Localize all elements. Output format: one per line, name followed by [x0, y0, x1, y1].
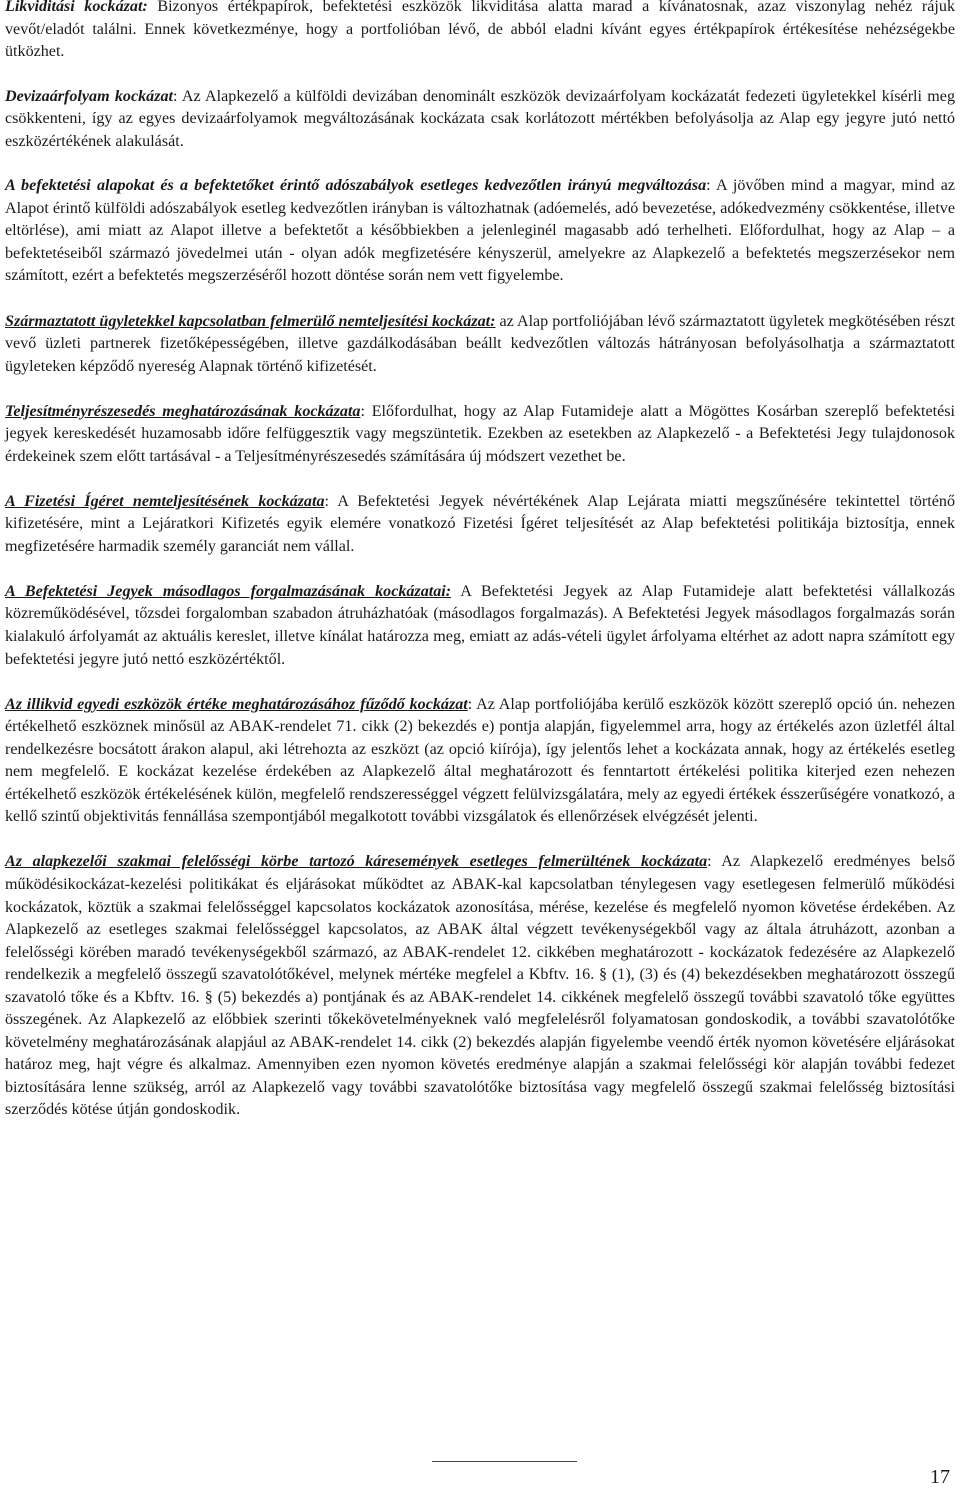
paragraph-heading: Devizaárfolyam kockázat [5, 87, 173, 105]
paragraph-text: : A Befektetési Jegyek névértékének Alap Lejárata miatti megszűnésére tekintettel történő kifizetésére, mint a Lejáratkori Kifizetés egyik elemére vonatkozó Fizetési Ígéret teljesítését az Alap befektetési politikája biztosítja, ennek megfizetésére harmadik személy garanciát nem vállal. [5, 492, 955, 555]
paragraph-text: : Előfordulhat, hogy az Alap Futamideje alatt a Mögöttes Kosárban szereplő befektetési jegyek kereskedését huzamosabb időre felfüggesztik vagy megszüntetik. Ezekben az esetekben az Alapkezelő - a Befektetési Jegy tulajdonosok érdekeinek szem előtt tartásával - a Teljesítményrészesedés számítására új módszert vezethet be. [5, 402, 955, 465]
paragraph-text: : A jövőben mind a magyar, mind az Alapot érintő külföldi adószabályok esetleg kedvezőtlen irányban is változhatnak (adóemelés, adó bevezetése, adókedvezmény csökkentése, illetve eltörlése), ami miatt az Alapot illetve a befektetőt a későbbiekben a jelenleginél magasabb adó terhelheti. Előfordulhat, hogy az Alap – a befektetéseiből származó jövedelmei után - olyan adók megfizetésére kényszerül, amelyekre az Alapkezelő a befektetés megszerzésekor nem számított, ezért a befektetés megszerzéséről hozott döntése során nem vett figyelembe. [5, 177, 955, 285]
paragraph-text: A Befektetési Jegyek az Alap Futamideje alatt befektetési vállalkozás közreműködésével, tőzsdei forgalomban szabadon átruházhatóak (másodlagos forgalmazás). A Befektetési Jegyek másodlagos forgalmazás során kialakuló árfolyamát az aktuális kereslet, illetve kínálat határozza meg, emiatt az adás-vételi ügylet árfolyama eltérhet az adott napra számított egy befektetési jegyre jutó nettó eszközértéktől. [5, 582, 955, 668]
paragraph-masodlagos-forgalmazas [5, 581, 955, 671]
paragraph-likviditasi-kockazat [5, 0, 955, 64]
paragraph-fizetesi-igeret [5, 491, 955, 559]
paragraph-szarmaztatott-ugyletek [5, 311, 955, 379]
paragraph-heading: Származtatott ügyletekkel kapcsolatban felmerülő nemteljesítési kockázat: [5, 312, 496, 330]
document-body [5, 0, 955, 1122]
paragraph-heading: Likviditási kockázat: [5, 0, 148, 15]
paragraph-devizaarfolyam-kockazat [5, 86, 955, 154]
paragraph-heading: Teljesítményrészesedés meghatározásának kockázata [5, 402, 361, 420]
paragraph-text: : Az Alapkezelő a külföldi devizában denominált eszközök devizaárfolyam kockázatát fedezeti ügyletekkel kísérli meg csökkenteni, így az egyes devizaárfolyamok megváltozásának kockázata csak korlátozott mértékben befolyásolja az Alap egy jegyre jutó nettó eszközértékének alakulását. [5, 87, 955, 150]
paragraph-szakmai-felelosseg [5, 851, 955, 1122]
footer-rule [432, 1461, 577, 1462]
paragraph-illikvid-eszkozok [5, 694, 955, 829]
page-number: 17 [930, 1466, 950, 1488]
paragraph-adoszabalyok-valtozasa [5, 175, 955, 288]
paragraph-heading: Az illikvid egyedi eszközök értéke meghatározásához fűződő kockázat [5, 695, 468, 713]
paragraph-heading: A Fizetési Ígéret nemteljesítésének kockázata [5, 492, 325, 510]
paragraph-teljesitmenyreszesedes [5, 401, 955, 469]
paragraph-text: : Az Alapkezelő eredményes belső működésikockázat-kezelési politikákat és eljárásokat működtet az ABAK-kal kapcsolatban ténylegesen vagy esetlegesen felmerülő működési kockázatok, köztük a szakmai felelősséggel kapcsolatos kockázatok azonosítása, mérése, kezelése és megfelelő nyomon követése érdekében. Az Alapkezelő az esetleges szakmai felelősséggel kapcsolatos, az ABAK által végzett tevékenységekből vagy az általa átruházott, azonban a felelősségi körében maradó tevékenységekből származó, az ABAK-rendelet 12. cikkében meghatározott - kockázatok fedezésére az Alapkezelő rendelkezik a megfelelő összegű szavatolótőkével, melynek mértéke megfelel a Kbftv. 16. § (1), (3) és (4) bekezdésekben meghatározott összegű szavatoló tőke és a Kbftv. 16. § (5) bekezdés a) pontjának és az ABAK-rendelet 14. cikkének megfelelő összegű további szavatoló tőke együttes összegének. Az Alapkezelő az előbbiek szerinti tőkekövetelményeknek való megfelelésről folyamatosan gondoskodik, a további szavatolótőke követelmény meghatározásának alapjául az ABAK-rendelet 14. cikk (2) bekezdés alapján figyelembe veendő érték nyomon követésére eljárásokat határoz meg, hajt végre és alkalmaz. Amennyiben ezen nyomon követés eredménye alapján a szakmai felelősségi kör alapján további fedezet biztosítására lenne szükség, arról az Alapkezelő vagy további szavatolótőke biztosítása vagy megfelelő összegű szakmai felelősség biztosítási szerződés kötése útján gondoskodik. [5, 853, 955, 1119]
paragraph-heading: A befektetési alapokat és a befektetőket érintő adószabályok esetleges kedvezőtlen irányú megváltozása [5, 177, 707, 195]
paragraph-heading: A Befektetési Jegyek másodlagos forgalmazásának kockázatai: [5, 582, 452, 600]
paragraph-text: Bizonyos értékpapírok, befektetési eszközök likviditása alatta marad a kívánatosnak, azaz viszonylag nehéz rájuk vevőt/eladót találni. Ennek következménye, hogy a portfolióban lévő, de abból eladni kívánt egyes értékpapírok értékesítése nehézségekbe ütközhet. [5, 0, 955, 61]
paragraph-text: : Az Alap portfoliójába kerülő eszközök között szereplő opció ún. nehezen értékelhető eszköznek minősül az ABAK-rendelet 71. cikk (2) bekezdés e) pontja alapján, figyelemmel arra, hogy az értékelés azon üzletfél által rendelkezésre bocsátott árakon alapul, aki létrehozta az eszközt (az opció kiírója), így jelentős lehet a kockázata annak, hogy az értékelés esetleg nem megfelelő. E kockázat kezelése érdekében az Alapkezelő által meghatározott és fenntartott értékelési politika kiterjed ezen nehezen értékelhető eszközök értékelésének külön, megfelelő rendszerességgel végzett felülvizsgálatára, mely az egyedi értékek ésszerűségére vonatkozó, a kellő szintű objektivitás fennállása szempontjából megalkotott további vizsgálatok és ellenőrzések elvégzését jelenti. [5, 695, 955, 826]
paragraph-text: az Alap portfoliójában lévő származtatott ügyletek megkötésében részt vevő üzleti partnerek fizetőképességében, illetve gazdálkodásában beállt kedvezőtlen változás hátrányosan befolyásolhatja a származtatott ügyleteken képződő nyereség Alapnak történő kifizetését. [5, 312, 955, 375]
paragraph-heading: Az alapkezelői szakmai felelősségi körbe tartozó káresemények esetleges felmerültének kockázata [5, 853, 708, 871]
